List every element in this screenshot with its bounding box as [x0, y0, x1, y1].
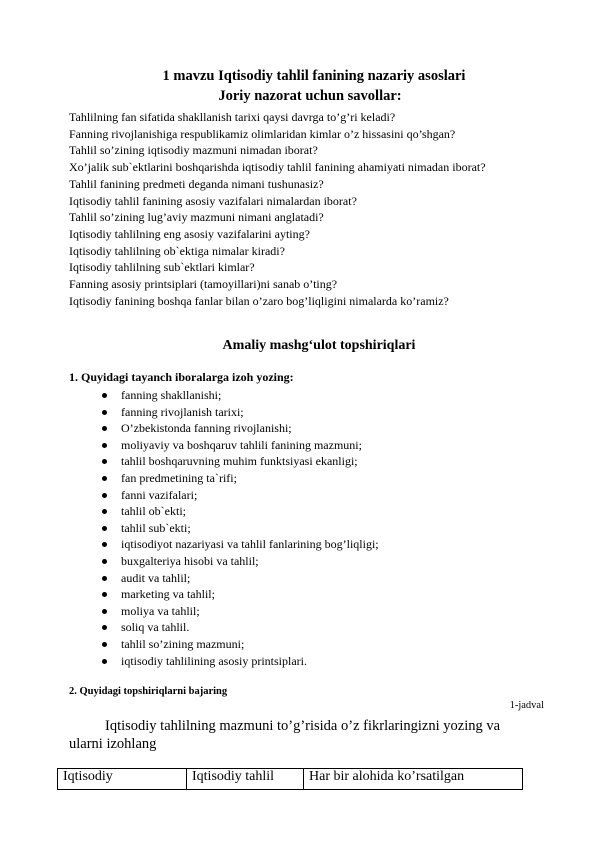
bullet-icon: [102, 559, 107, 564]
bullet-icon: [102, 443, 107, 448]
list-item-label: iqtisodiyot nazariyasi va tahlil fanlarining bog’liqligi;: [121, 537, 379, 552]
list-item: [96, 636, 379, 653]
bullet-icon: [102, 426, 107, 431]
list-item: [96, 619, 379, 636]
question-item: Tahlilning fan sifatida shakllanish tarixi qaysi davrga to’g’ri keladi?: [69, 110, 396, 124]
list-item-label: fan predmetining ta`rifi;: [121, 470, 237, 485]
list-item-label: iqtisodiy tahlilining asosiy printsiplari.: [121, 653, 307, 668]
question-item: Iqtisodiy tahlilning eng asosiy vazifalarini ayting?: [69, 226, 310, 241]
list-item-label: fanning rivojlanish tarixi;: [121, 404, 244, 419]
bullet-icon: [102, 592, 107, 597]
list-item: [96, 453, 379, 470]
table-row: [58, 769, 523, 790]
list-item: [96, 570, 379, 587]
bullet-icon: [102, 625, 107, 630]
question-item: Iqtisodiy tahlilning ob`ektiga nimalar kiradi?: [69, 243, 285, 258]
list-item-label: O’zbekistonda fanning rivojlanishi;: [121, 421, 292, 436]
question-item: Fanning asosiy printsiplari (tamoyillari)ni sanab o’ting?: [69, 277, 338, 292]
questions-list: [69, 109, 486, 309]
practical-heading: Amaliy mashg‘ulot topshiriqlari: [222, 338, 416, 353]
table-header-cell: Iqtisodiy: [58, 769, 187, 790]
table-header-cell: Iqtisodiy tahlil: [187, 769, 304, 790]
list-item: [96, 586, 379, 603]
bullet-icon: [102, 509, 107, 514]
keywords-list: [96, 387, 379, 669]
list-item: [96, 653, 379, 670]
list-item-label: marketing va tahlil;: [121, 587, 215, 602]
task2-instruction-line2: ularni izohlang: [69, 736, 157, 752]
list-item-label: tahlil boshqaruvning muhim funktsiyasi ekanligi;: [121, 454, 358, 469]
bullet-icon: [102, 459, 107, 464]
list-item: [96, 420, 379, 437]
list-item: [96, 470, 379, 487]
list-item-label: fanning shakllanishi;: [121, 388, 222, 402]
bullet-icon: [102, 493, 107, 498]
list-item: [96, 437, 379, 454]
table-header-cell: Har bir alohida ko’rsatilgan: [304, 769, 523, 790]
bullet-icon: [102, 576, 107, 581]
table-label: 1-jadval: [509, 700, 544, 711]
list-item-label: tahlil ob`ekti;: [121, 504, 186, 519]
list-item: [96, 520, 379, 537]
question-item: Tahlil so’zining iqtisodiy mazmuni nimadan iborat?: [69, 143, 318, 158]
question-item: Xo’jalik sub`ektlarini boshqarishda iqtisodiy tahlil fanining ahamiyati nimadan iborat?: [69, 160, 486, 175]
question-item: Tahlil fanining predmeti deganda nimani tushunasiz?: [69, 176, 324, 191]
list-item-label: buxgalteriya hisobi va tahlil;: [121, 553, 259, 568]
bullet-icon: [102, 526, 107, 531]
list-item-label: moliya va tahlil;: [121, 603, 200, 618]
page-title: 1 mavzu Iqtisodiy tahlil fanining nazariy asoslari: [162, 68, 466, 84]
list-item: [96, 503, 379, 520]
list-item: [96, 404, 379, 421]
question-item: Iqtisodiy tahlilning sub`ektlari kimlar?: [69, 260, 255, 275]
list-item-label: fanni vazifalari;: [121, 487, 198, 502]
bullet-icon: [102, 609, 107, 614]
list-item: [96, 553, 379, 570]
list-item-label: audit va tahlil;: [121, 570, 191, 585]
question-item: Iqtisodiy fanining boshqa fanlar bilan o’zaro bog’liqligini nimalarda ko’ramiz?: [69, 293, 449, 308]
task2-heading: 2. Quyidagi topshiriqlarni bajaring: [69, 686, 228, 697]
list-item-label: tahlil so’zining mazmuni;: [121, 636, 245, 651]
task2-instruction-line1: Iqtisodiy tahlilning mazmuni to’g’risida o’z fikrlaringizni yozing va: [105, 718, 501, 734]
task1-heading: 1. Quyidagi tayanch iboralarga izoh yozing:: [69, 370, 294, 384]
bullet-icon: [102, 642, 107, 647]
bullet-icon: [102, 659, 107, 664]
bullet-icon: [102, 542, 107, 547]
bullet-icon: [102, 393, 107, 398]
bullet-icon: [102, 476, 107, 481]
list-item-label: moliyaviy va boshqaruv tahlili fanining mazmuni;: [121, 437, 362, 452]
list-item: [96, 536, 379, 553]
list-item-label: soliq va tahlil.: [121, 620, 190, 635]
question-item: Tahlil so’zining lug’aviy mazmuni nimani anglatadi?: [69, 210, 324, 225]
list-item: [96, 487, 379, 504]
list-item: [96, 387, 379, 404]
bullet-icon: [102, 410, 107, 415]
list-item: [96, 603, 379, 620]
question-item: Fanning rivojlanishiga respublikamiz olimlaridan kimlar o’z hissasini qo’shgan?: [69, 126, 456, 141]
table-1: [57, 768, 523, 790]
section-subtitle: Joriy nazorat uchun savollar:: [218, 88, 402, 104]
list-item-label: tahlil sub`ekti;: [121, 520, 191, 535]
question-item: Iqtisodiy tahlil fanining asosiy vazifalari nimalardan iborat?: [69, 193, 357, 208]
